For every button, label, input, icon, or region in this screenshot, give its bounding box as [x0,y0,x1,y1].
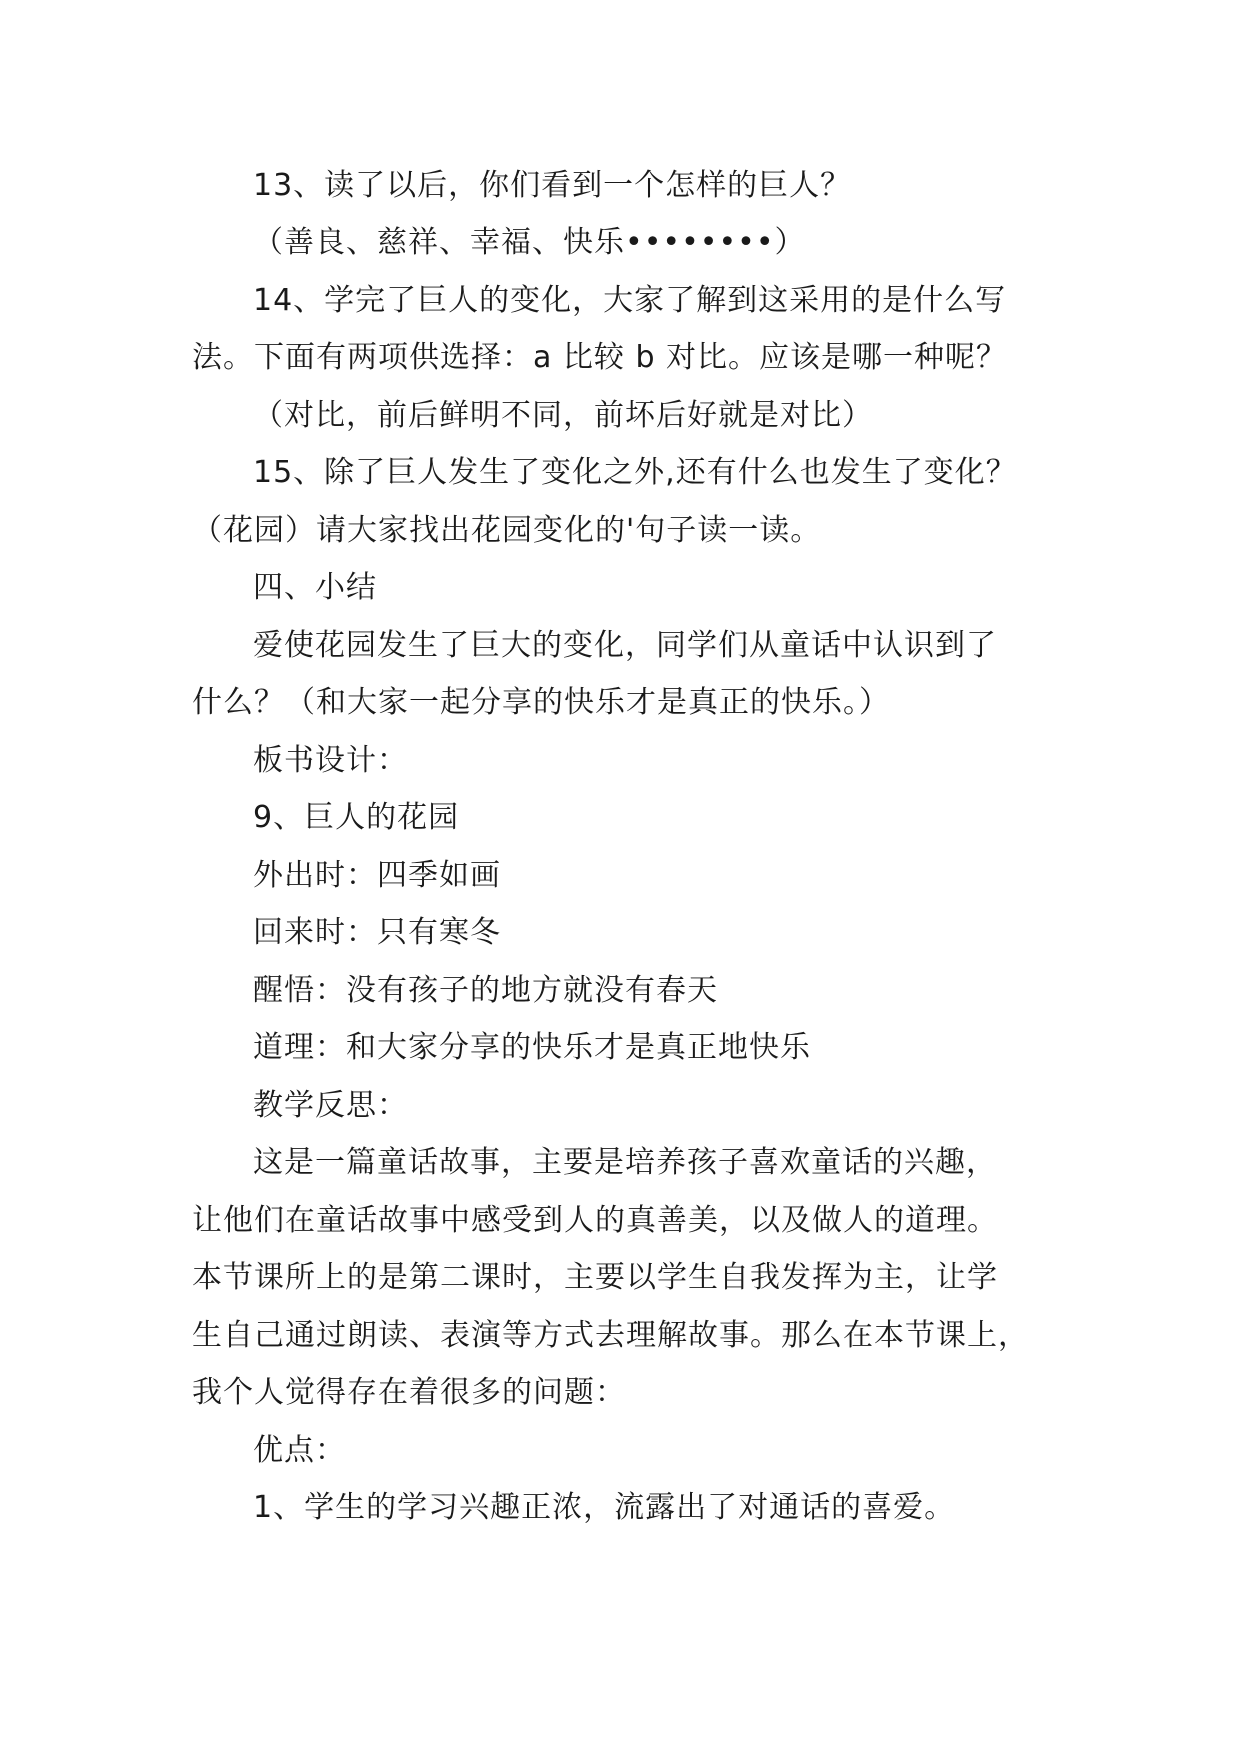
text-line-question-15-cont: （花园）请大家找出花园变化的'句子读一读。 [192,513,822,548]
text-line-board-principle: 道理：和大家分享的快乐才是真正地快乐 [253,1030,811,1065]
text-line-answer-13: （善良、慈祥、幸福、快乐••••••••） [253,225,806,260]
text-line-reflection-4: 生自己通过朗读、表演等方式去理解故事。那么在本节课上， [192,1318,1029,1353]
text-line-reflection-2: 让他们在童话故事中感受到人的真善美，以及做人的道理。 [192,1203,998,1238]
text-line-question-15: 15、除了巨人发生了变化之外,还有什么也发生了变化？ [253,455,1017,490]
text-line-board-return: 回来时：只有寒冬 [253,915,501,950]
section-heading-board-design: 板书设计： [253,743,408,778]
text-line-question-13: 13、读了以后，你们看到一个怎样的巨人？ [253,168,852,203]
text-line-reflection-5: 我个人觉得存在着很多的问题： [192,1375,626,1410]
text-line-board-outing: 外出时：四季如画 [253,858,501,893]
text-line-strength-1: 1、学生的学习兴趣正浓，流露出了对通话的喜爱。 [253,1490,956,1525]
text-line-summary: 爱使花园发生了巨大的变化，同学们从童话中认识到了 [253,628,997,663]
section-heading-summary: 四、小结 [253,570,377,605]
section-heading-reflection: 教学反思： [253,1088,408,1123]
section-heading-strengths: 优点： [253,1433,346,1468]
text-line-question-14-cont: 法。下面有两项供选择：a 比较 b 对比。应该是哪一种呢？ [192,340,1008,375]
text-line-board-title: 9、巨人的花园 [253,800,460,835]
text-line-summary-cont: 什么？（和大家一起分享的快乐才是真正的快乐。） [192,685,890,720]
text-line-answer-14: （对比，前后鲜明不同，前坏后好就是对比） [253,398,873,433]
text-line-reflection-3: 本节课所上的是第二课时，主要以学生自我发挥为主，让学 [192,1260,998,1295]
text-line-board-realization: 醒悟：没有孩子的地方就没有春天 [253,973,718,1008]
text-line-question-14: 14、学完了巨人的变化，大家了解到这采用的是什么写 [253,283,1007,318]
text-line-reflection-1: 这是一篇童话故事，主要是培养孩子喜欢童话的兴趣， [253,1145,997,1180]
